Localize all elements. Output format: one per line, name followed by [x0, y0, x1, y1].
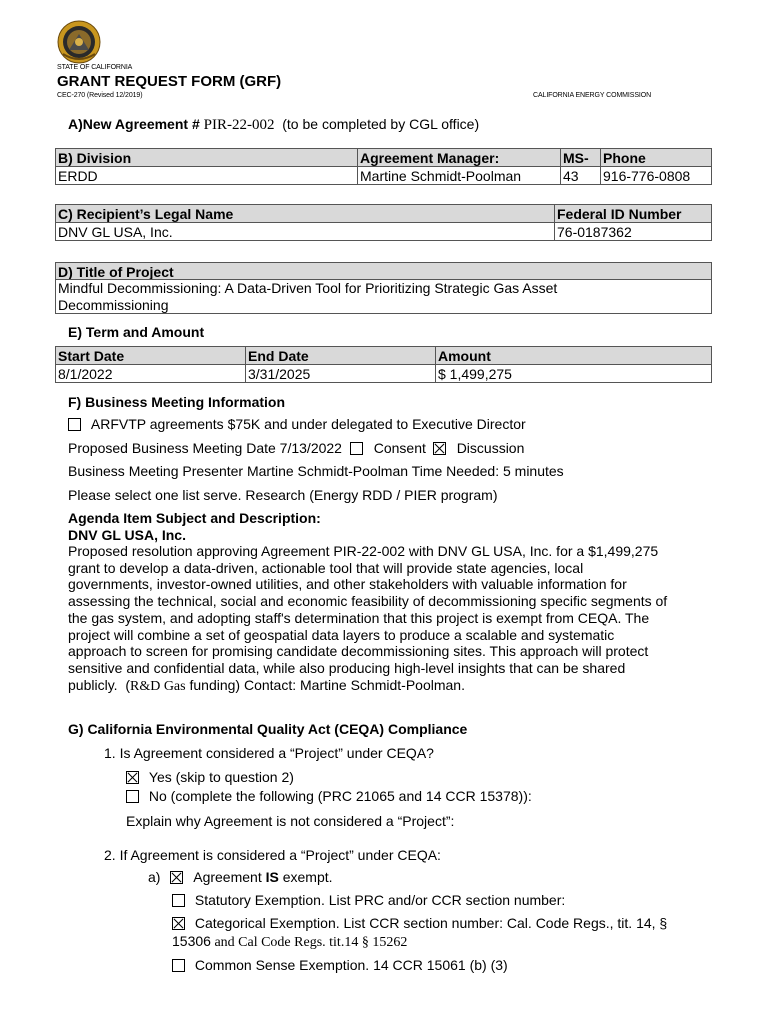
q1-yes-checkbox[interactable] — [126, 771, 139, 784]
description-line: approach to screen for promising candidate decommissioning sites. This approach will protect — [68, 643, 649, 660]
agreement-number: PIR-22-002 — [203, 117, 275, 133]
agreement-exempt-label — [193, 869, 332, 885]
form-code: CEC-270 (Revised 12/2019) — [57, 92, 143, 99]
consent-label: Consent — [373, 440, 426, 456]
term-amount-heading: E) Term and Amount — [68, 324, 205, 340]
agency-name: CALIFORNIA ENERGY COMMISSION — [533, 92, 652, 99]
agenda-subject: DNV GL USA, Inc. — [68, 527, 186, 543]
exempt-text-is: IS — [265, 869, 279, 885]
description-last-line — [68, 677, 667, 696]
amount-header: Amount — [436, 347, 712, 365]
arfvtp-checkbox[interactable] — [68, 418, 81, 431]
phone-header: Phone — [601, 149, 712, 167]
funding-source: R&D Gas — [129, 678, 186, 694]
categorical-label: Categorical Exemption. List CCR section number: Cal. Code Regs., tit. 14, § — [194, 915, 668, 931]
statutory-row — [172, 892, 565, 908]
description-line: assessing the technical, social and economic feasibility of decommissioning specific segments of — [68, 593, 668, 610]
exempt-text-post: exempt. — [278, 869, 333, 885]
federal-id-header: Federal ID Number — [555, 205, 712, 223]
meeting-date-row — [68, 440, 524, 456]
ceqa-question-1: 1. Is Agreement considered a “Project” under CEQA? — [104, 745, 434, 761]
common-sense-checkbox[interactable] — [172, 959, 185, 972]
agenda-heading: Agenda Item Subject and Description: — [68, 510, 321, 526]
amount-value: $ 1,499,275 — [436, 365, 712, 383]
description-line: the gas system, and adopting staff's determination that this project is exempt from CEQA. The — [68, 609, 650, 626]
categorical-section-number: 15306 — [172, 933, 211, 949]
statutory-label: Statutory Exemption. List PRC and/or CCR section number: — [194, 892, 566, 908]
agreement-note: (to be completed by CGL office) — [274, 116, 480, 132]
q1-explain: Explain why Agreement is not considered a “Project”: — [126, 813, 455, 829]
q1-yes-label: Yes (skip to question 2) — [148, 769, 294, 785]
project-title-line: Decommissioning — [58, 296, 169, 313]
categorical-section-extra: and Cal Code Regs. tit.14 § 15262 — [210, 935, 408, 950]
list-serve-line: Please select one list serve. Research (Energy RDD / PIER program) — [68, 487, 498, 503]
presenter-line: Business Meeting Presenter Martine Schmidt-Poolman Time Needed: 5 minutes — [68, 463, 564, 479]
california-seal-logo — [57, 20, 101, 64]
agreement-manager-value: Martine Schmidt-Poolman — [358, 167, 561, 185]
end-date-header: End Date — [246, 347, 436, 365]
categorical-row — [172, 915, 667, 931]
project-title-box — [55, 262, 712, 314]
agenda-description — [68, 543, 667, 695]
new-agreement-line — [68, 116, 479, 134]
common-sense-label: Common Sense Exemption. 14 CCR 15061 (b) (3) — [194, 957, 508, 973]
description-prefix: publicly. ( — [68, 676, 130, 693]
form-title: GRANT REQUEST FORM (GRF) — [57, 73, 282, 90]
exempt-text-pre: Agreement — [193, 869, 266, 885]
statutory-checkbox[interactable] — [172, 894, 185, 907]
project-title-value — [56, 280, 711, 313]
project-title-line: Mindful Decommissioning: A Data-Driven Tool for Prioritizing Strategic Gas Asset — [58, 280, 558, 296]
phone-value: 916-776-0808 — [601, 167, 712, 185]
end-date-value: 3/31/2025 — [246, 365, 436, 383]
ceqa-heading: G) California Environmental Quality Act (CEQA) Compliance — [68, 721, 468, 737]
new-agreement-label: A)New Agreement # — [68, 116, 204, 132]
q1-no-row — [126, 788, 532, 804]
division-value: ERDD — [56, 167, 358, 185]
start-date-value: 8/1/2022 — [56, 365, 246, 383]
consent-checkbox[interactable] — [350, 442, 363, 455]
start-date-header: Start Date — [56, 347, 246, 365]
recipient-name-value: DNV GL USA, Inc. — [56, 223, 555, 241]
recipient-name-header: C) Recipient’s Legal Name — [56, 205, 555, 223]
agreement-exempt-checkbox[interactable] — [170, 871, 183, 884]
categorical-checkbox[interactable] — [172, 917, 185, 930]
project-title-header: D) Title of Project — [56, 263, 711, 280]
description-line: project will combine a set of geospatial data layers to produce a scalable and systematic — [68, 626, 615, 643]
ms-header: MS- — [561, 149, 601, 167]
ms-value: 43 — [561, 167, 601, 185]
q2a-label: a) — [148, 869, 161, 885]
categorical-continued — [172, 933, 407, 951]
q2a-row — [148, 869, 333, 885]
q1-no-checkbox[interactable] — [126, 790, 139, 803]
q1-yes-row — [126, 769, 294, 785]
business-meeting-heading: F) Business Meeting Information — [68, 394, 286, 410]
federal-id-value: 76-0187362 — [555, 223, 712, 241]
description-suffix: funding) Contact: Martine Schmidt-Poolman. — [185, 676, 465, 693]
division-header: B) Division — [56, 149, 358, 167]
common-sense-row — [172, 957, 508, 973]
description-line: sensitive and confidential data, while also producing high-level insights that can be shared — [68, 659, 626, 676]
meeting-date-label: Proposed Business Meeting Date 7/13/2022 — [68, 440, 342, 456]
ceqa-question-2: 2. If Agreement is considered a “Project” under CEQA: — [104, 847, 441, 863]
term-amount-table — [55, 346, 712, 383]
arfvtp-label: ARFVTP agreements $75K and under delegated to Executive Director — [90, 416, 526, 432]
agreement-manager-header: Agreement Manager: — [358, 149, 561, 167]
description-line: grant to develop a data-driven, actionable tool that will provide state agencies, local — [68, 559, 584, 576]
arfvtp-row — [68, 416, 526, 432]
discussion-label: Discussion — [456, 440, 525, 456]
recipient-table — [55, 204, 712, 241]
description-line: Proposed resolution approving Agreement PIR-22-002 with DNV GL USA, Inc. for a $1,499,275 — [68, 543, 659, 559]
description-line: governments, investor-owned utilities, and other stakeholders with valuable information for — [68, 576, 627, 593]
state-label: STATE OF CALIFORNIA — [57, 64, 133, 71]
division-table — [55, 148, 712, 185]
discussion-checkbox[interactable] — [433, 442, 446, 455]
q1-no-label: No (complete the following (PRC 21065 and 14 CCR 15378)): — [148, 788, 532, 804]
